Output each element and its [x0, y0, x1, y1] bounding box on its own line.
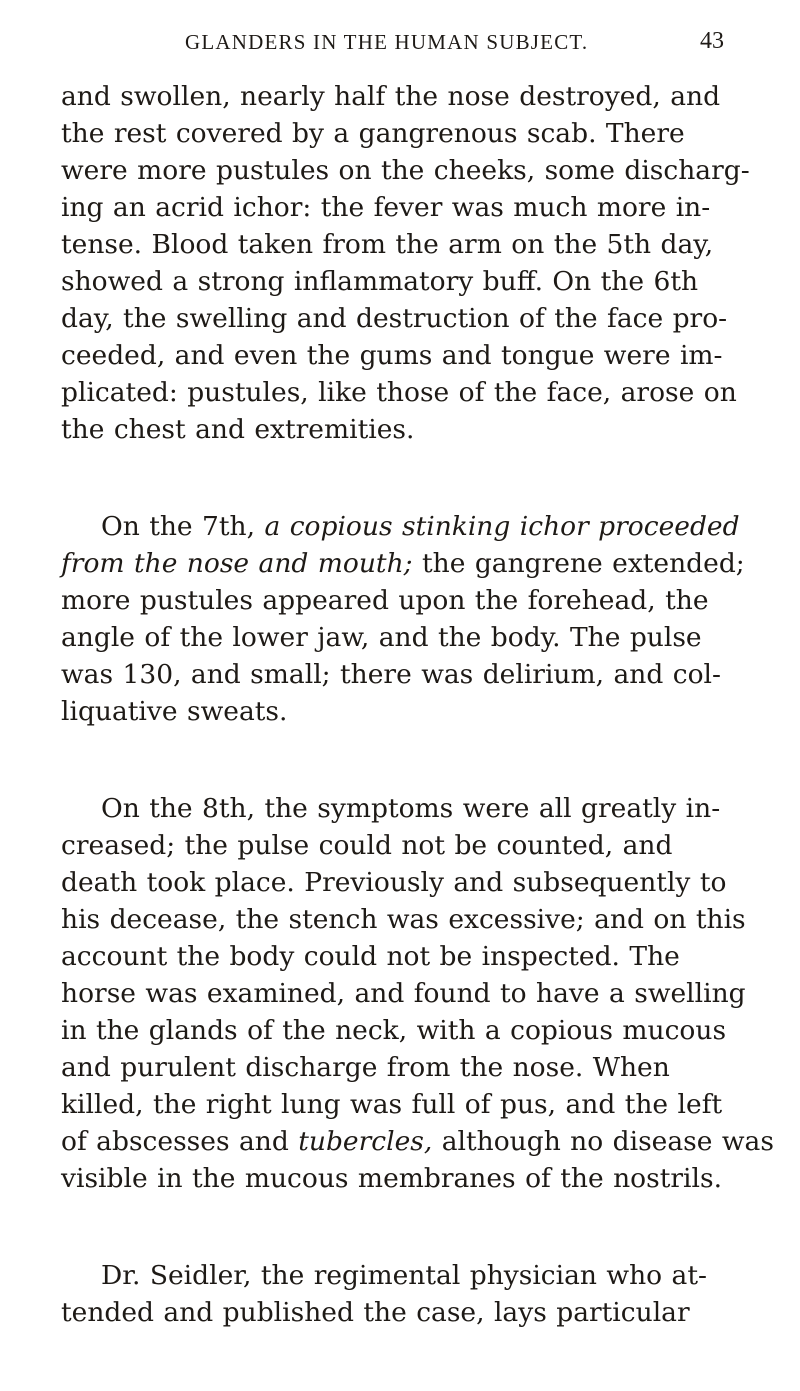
- text-line: the rest covered by a gangrenous scab. There: [61, 118, 685, 149]
- text-line: killed, the right lung was full of pus, and the left: [61, 1089, 723, 1120]
- italic-text: tubercles,: [298, 1126, 433, 1157]
- text-line: [0, 1123, 800, 1160]
- paragraph-2: [0, 508, 800, 730]
- body-text: [0, 78, 800, 1331]
- text-run: of abscesses and: [61, 1126, 299, 1157]
- text-line: tense. Blood taken from the arm on the 5th day,: [61, 229, 714, 260]
- text-run: On the 7th,: [101, 511, 265, 542]
- paragraph-1: [0, 78, 800, 448]
- text-line: creased; the pulse could not be counted, and: [61, 830, 673, 861]
- text-line: and purulent discharge from the nose. When: [61, 1052, 670, 1083]
- text-line: ceeded, and even the gums and tongue were im-: [61, 340, 723, 371]
- text-line: were more pustules on the cheeks, some discharg-: [61, 155, 750, 186]
- text-run: although no disease was: [432, 1126, 774, 1157]
- text-line: horse was examined, and found to have a swelling: [61, 978, 746, 1009]
- italic-text: a copious stinking ichor proceeded: [264, 511, 740, 542]
- text-line: [0, 545, 800, 582]
- text-line: ing an acrid ichor: the fever was much more in-: [61, 192, 711, 223]
- text-line: plicated: pustules, like those of the face, arose on: [61, 377, 737, 408]
- text-line: day, the swelling and destruction of the face pro-: [61, 303, 728, 334]
- text-line: his decease, the stench was excessive; and on this: [61, 904, 746, 935]
- running-title: GLANDERS IN THE HUMAN SUBJECT.: [185, 30, 589, 54]
- text-line: visible in the mucous membranes of the nostrils.: [61, 1163, 722, 1194]
- text-line: Dr. Seidler, the regimental physician who at-: [101, 1260, 707, 1291]
- text-line: showed a strong inflammatory buff. On the 6th: [61, 266, 699, 297]
- paragraph-gap: [0, 1197, 800, 1257]
- page-number: 43: [700, 28, 724, 54]
- text-line: more pustules appeared upon the forehead, the: [61, 585, 709, 616]
- text-line: angle of the lower jaw, and the body. The pulse: [61, 622, 702, 653]
- text-line: and swollen, nearly half the nose destroyed, and: [61, 81, 721, 112]
- text-line: account the body could not be inspected. The: [61, 941, 680, 972]
- text-run: the gangrene extended;: [412, 548, 745, 579]
- text-line: the chest and extremities.: [61, 414, 415, 445]
- text-line: tended and published the case, lays particular: [61, 1297, 690, 1328]
- running-head: [0, 30, 800, 60]
- paragraph-4: [0, 1257, 800, 1331]
- text-line: liquative sweats.: [61, 696, 288, 727]
- paragraph-3: [0, 790, 800, 1197]
- text-line: [0, 508, 800, 545]
- text-line: in the glands of the neck, with a copious mucous: [61, 1015, 727, 1046]
- paragraph-gap: [0, 448, 800, 508]
- text-line: death took place. Previously and subsequently to: [61, 867, 727, 898]
- text-line: On the 8th, the symptoms were all greatly in-: [101, 793, 721, 824]
- text-line: was 130, and small; there was delirium, and col-: [61, 659, 721, 690]
- paragraph-gap: [0, 730, 800, 790]
- italic-text: from the nose and mouth;: [61, 548, 413, 579]
